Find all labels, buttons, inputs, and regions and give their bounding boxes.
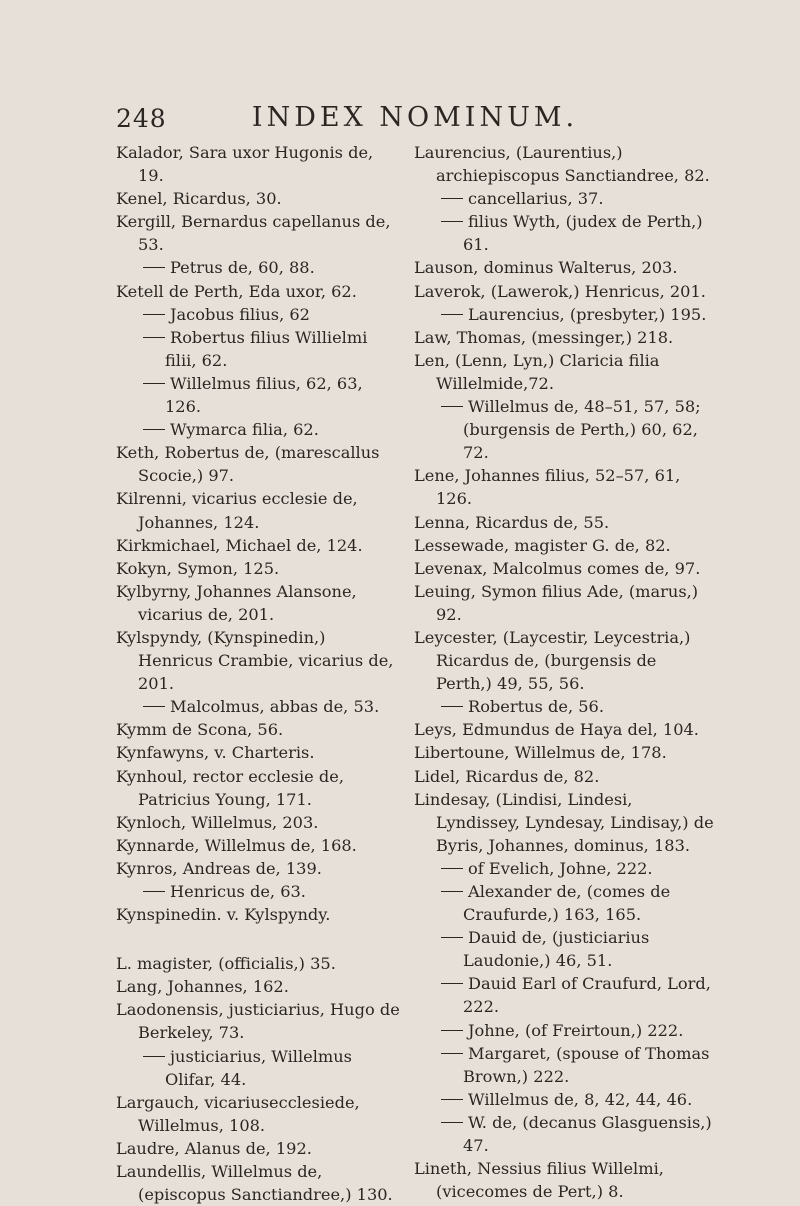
index-entry bbox=[414, 741, 716, 764]
entry-text: Jacobus filius, 62 bbox=[170, 304, 310, 324]
entry-text: Robertus de, 56. bbox=[468, 697, 604, 717]
index-subentry bbox=[414, 187, 716, 210]
index-entry bbox=[414, 464, 716, 510]
entry-text: Kilrenni, vicarius ecclesie de, Johannes, 124. bbox=[116, 489, 358, 532]
ditto-dash bbox=[441, 314, 463, 315]
page-title: INDEX NOMINUM. bbox=[251, 102, 579, 133]
entry-text: Kylbyrny, Johannes Alansone, vicarius de, 201. bbox=[116, 581, 357, 624]
entry-text: Kynhoul, rector ecclesie de, Patricius Young, 171. bbox=[116, 766, 344, 809]
index-entry bbox=[414, 765, 716, 788]
entry-text: Robertus filius Willielmi filii, 62. bbox=[165, 327, 368, 370]
entry-text: Kirkmichael, Michael de, 124. bbox=[116, 535, 363, 555]
ditto-dash bbox=[143, 267, 165, 268]
entry-text: Ketell de Perth, Eda uxor, 62. bbox=[116, 281, 357, 301]
index-entry bbox=[116, 441, 400, 487]
index-entry bbox=[116, 903, 400, 926]
entry-text: Dauid Earl of Craufurd, Lord, 222. bbox=[463, 974, 711, 1017]
ditto-dash bbox=[441, 868, 463, 869]
ditto-dash bbox=[441, 1053, 463, 1054]
entry-text: Libertoune, Willelmus de, 178. bbox=[414, 743, 667, 763]
index-entry bbox=[116, 811, 400, 834]
entry-text: Petrus de, 60, 88. bbox=[170, 258, 315, 278]
entry-text: cancellarius, 37. bbox=[468, 189, 604, 209]
ditto-dash bbox=[143, 1056, 165, 1057]
index-entry bbox=[414, 557, 716, 580]
entry-text: Lenna, Ricardus de, 55. bbox=[414, 512, 610, 532]
ditto-dash bbox=[441, 1099, 463, 1100]
entry-text: Willelmus de, 48–51, 57, 58; (burgensis de Perth,) 60, 62, 72. bbox=[463, 397, 701, 463]
index-subentry bbox=[414, 880, 716, 926]
entry-text: Laodonensis, justiciarius, Hugo de Berkeley, 73. bbox=[116, 1000, 400, 1043]
entry-text: Leuing, Symon filius Ade, (marus,) 92. bbox=[414, 581, 699, 624]
index-entry bbox=[116, 998, 400, 1044]
index-entry bbox=[116, 1137, 400, 1160]
index-subentry bbox=[414, 695, 716, 718]
entry-text: Leycester, (Laycestir, Leycestria,) Ricardus de, (burgensis de Perth,) 49, 55, 56. bbox=[414, 627, 691, 694]
ditto-dash bbox=[441, 1122, 463, 1123]
index-subentry bbox=[116, 303, 400, 326]
ditto-dash bbox=[441, 1030, 463, 1031]
entry-text: Henricus de, 63. bbox=[170, 882, 306, 901]
index-column-left bbox=[116, 141, 400, 1206]
entry-text: Kokyn, Symon, 125. bbox=[116, 558, 280, 578]
ditto-dash bbox=[441, 406, 463, 407]
index-entry bbox=[116, 857, 400, 880]
index-entry bbox=[116, 534, 400, 557]
index-subentry bbox=[414, 1111, 716, 1157]
entry-text: Kynspinedin. v. Kylspyndy. bbox=[116, 905, 331, 925]
entry-text: Lang, Johannes, 162. bbox=[116, 977, 289, 997]
index-entry bbox=[116, 718, 400, 741]
index-entry bbox=[414, 511, 716, 534]
entry-text: Kynfawyns, v. Charteris. bbox=[116, 743, 315, 763]
entry-text: Kalador, Sara uxor Hugonis de, 19. bbox=[116, 143, 374, 186]
entry-text: justiciarius, Willelmus Olifar, 44. bbox=[165, 1046, 352, 1089]
entry-text: Kymm de Scona, 56. bbox=[116, 720, 284, 740]
ditto-dash bbox=[441, 937, 463, 938]
index-entry bbox=[116, 834, 400, 857]
page-number: 248 bbox=[116, 104, 167, 133]
entry-text: Kenel, Ricardus, 30. bbox=[116, 189, 282, 209]
entry-text: L. magister, (officialis,) 35. bbox=[116, 954, 336, 974]
entry-text: Kynnarde, Willelmus de, 168. bbox=[116, 835, 357, 855]
entry-text: Laurencius, (Laurentius,) archiepiscopus Sanctiandree, 82. bbox=[414, 143, 710, 186]
entry-text: Johne, (of Freirtoun,) 222. bbox=[468, 1020, 684, 1040]
index-entry bbox=[116, 187, 400, 210]
index-entry bbox=[116, 580, 400, 626]
entry-text: Wymarca filia, 62. bbox=[170, 420, 319, 440]
entry-text: Laurencius, (presbyter,) 195. bbox=[468, 304, 707, 324]
entry-text: Laudre, Alanus de, 192. bbox=[116, 1138, 312, 1158]
entry-text: Lauson, dominus Walterus, 203. bbox=[414, 258, 678, 278]
index-subentry bbox=[116, 372, 400, 418]
index-entry bbox=[116, 487, 400, 533]
index-entry bbox=[414, 580, 716, 626]
entry-text: Levenax, Malcolmus comes de, 97. bbox=[414, 558, 701, 578]
index-subentry bbox=[414, 395, 716, 464]
index-entry bbox=[116, 1160, 400, 1206]
entry-text: Willelmus filius, 62, 63, 126. bbox=[165, 373, 363, 417]
index-subentry bbox=[116, 880, 400, 903]
index-entry bbox=[116, 765, 400, 811]
entry-text: Willelmus de, 8, 42, 44, 46. bbox=[468, 1089, 693, 1109]
entry-text: Len, (Lenn, Lyn,) Claricia filia Willelmide,72. bbox=[414, 350, 660, 393]
entry-text: Alexander de, (comes de Craufurde,) 163, 165. bbox=[463, 882, 671, 925]
entry-text: Malcolmus, abbas de, 53. bbox=[170, 697, 380, 717]
index-entry bbox=[116, 741, 400, 764]
entry-text: Lessewade, magister G. de, 82. bbox=[414, 535, 671, 555]
index-subentry bbox=[116, 256, 400, 279]
ditto-dash bbox=[143, 314, 165, 315]
index-entry bbox=[414, 718, 716, 741]
index-subentry bbox=[414, 972, 716, 1018]
index-subentry bbox=[414, 926, 716, 972]
index-entry bbox=[414, 788, 716, 857]
index-entry bbox=[414, 141, 716, 187]
index-subentry bbox=[414, 1088, 716, 1111]
entry-text: Lineth, Nessius filius Willelmi, (vicecomes de Pert,) 8. bbox=[414, 1159, 664, 1202]
ditto-dash bbox=[441, 198, 463, 199]
ditto-dash bbox=[441, 221, 463, 222]
entry-text: Leys, Edmundus de Haya del, 104. bbox=[414, 720, 699, 740]
entry-text: Lidel, Ricardus de, 82. bbox=[414, 766, 600, 786]
index-entry bbox=[414, 256, 716, 279]
index-entry bbox=[414, 280, 716, 303]
index-subentry bbox=[414, 857, 716, 880]
index-subentry bbox=[116, 695, 400, 718]
index-subentry bbox=[414, 303, 716, 326]
index-subentry bbox=[414, 1019, 716, 1042]
index-subentry bbox=[116, 418, 400, 441]
entry-text: W. de, (decanus Glasguensis,) 47. bbox=[463, 1112, 712, 1156]
entry-text: Dauid de, (justiciarius Laudonie,) 46, 51. bbox=[463, 928, 650, 971]
ditto-dash bbox=[143, 706, 165, 707]
entry-text: Lene, Johannes filius, 52–57, 61, 126. bbox=[414, 466, 681, 509]
index-entry bbox=[414, 349, 716, 395]
index-entry bbox=[116, 141, 400, 187]
index-entry bbox=[116, 1091, 400, 1137]
ditto-dash bbox=[143, 383, 165, 384]
index-subentry bbox=[414, 1042, 716, 1088]
entry-text: Law, Thomas, (messinger,) 218. bbox=[414, 327, 674, 347]
entry-text: Largauch, vicariusecclesiede, Willelmus, 108. bbox=[116, 1092, 360, 1135]
index-column-right bbox=[414, 141, 716, 1203]
index-entry bbox=[414, 1157, 716, 1203]
index-entry bbox=[116, 975, 400, 998]
index-subentry bbox=[116, 326, 400, 372]
ditto-dash bbox=[441, 891, 463, 892]
index-entry bbox=[116, 210, 400, 256]
ditto-dash bbox=[441, 983, 463, 984]
index-entry bbox=[414, 626, 716, 695]
entry-text: of Evelich, Johne, 222. bbox=[468, 858, 653, 878]
entry-text: Lindesay, (Lindisi, Lindesi, Lyndissey, Lyndesay, Lindisay,) de Byris, Johannes, dominus, 183. bbox=[414, 789, 714, 855]
index-entry bbox=[116, 280, 400, 303]
ditto-dash bbox=[143, 891, 165, 892]
entry-text: Kynloch, Willelmus, 203. bbox=[116, 812, 319, 832]
ditto-dash bbox=[441, 706, 463, 707]
index-entry bbox=[414, 326, 716, 349]
index-subentry bbox=[414, 210, 716, 256]
index-subentry bbox=[116, 1045, 400, 1091]
entry-text: Margaret, (spouse of Thomas Brown,) 222. bbox=[463, 1043, 710, 1086]
section-gap bbox=[116, 926, 400, 952]
entry-text: Laundellis, Willelmus de, (episcopus Sanctiandree,) 130. bbox=[116, 1162, 393, 1205]
entry-text: Kylspyndy, (Kynspinedin,) Henricus Crambie, vicarius de, 201. bbox=[116, 627, 394, 694]
entry-text: Laverok, (Lawerok,) Henricus, 201. bbox=[414, 281, 706, 301]
entry-text: Kynros, Andreas de, 139. bbox=[116, 858, 322, 878]
index-entry bbox=[414, 534, 716, 557]
index-entry bbox=[116, 952, 400, 975]
index-entry bbox=[116, 557, 400, 580]
entry-text: Kergill, Bernardus capellanus de, 53. bbox=[116, 212, 391, 255]
ditto-dash bbox=[143, 337, 165, 338]
index-entry bbox=[116, 626, 400, 695]
entry-text: Keth, Robertus de, (marescallus Scocie,) 97. bbox=[116, 443, 380, 486]
ditto-dash bbox=[143, 429, 165, 430]
entry-text: filius Wyth, (judex de Perth,) 61. bbox=[463, 212, 703, 255]
